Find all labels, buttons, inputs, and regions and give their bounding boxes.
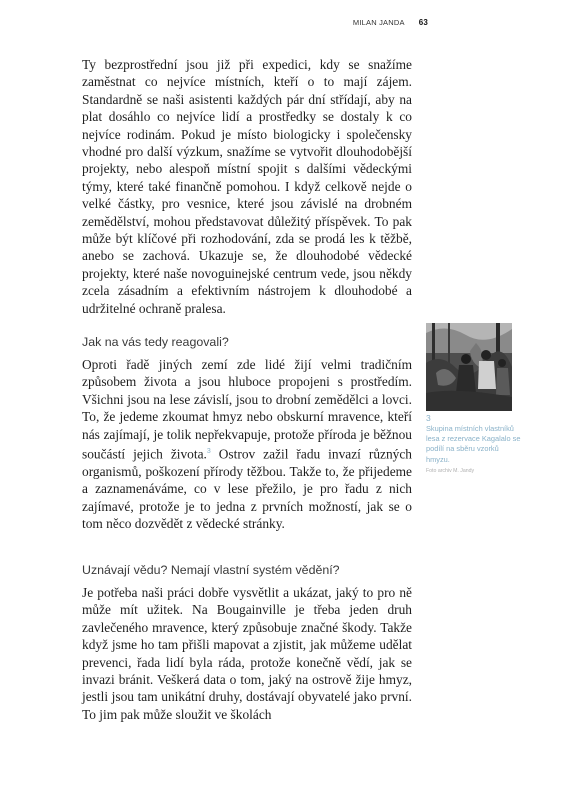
question-heading-science: Uznávají vědu? Nemají vlastní systém vědění?: [82, 563, 340, 577]
paragraph-reactions: [82, 356, 412, 533]
paragraph-intro: Ty bezprostřední jsou již při expedici, kdy se snažíme zaměstnat co nejvíce místních, kteří o to mají zájem. Standardně se naši asistenti každých pár dní střídají, aby na plat dosáhlo co nejvíce lidí a prostředky se dostaly k co nejvíce rodinám. Pokud je místo biologicky i společensky vhodné pro další výzkum, snažíme se vytvořit dlouhodobější projekty, nebo alespoň místní spojit s dalšími vědeckými týmy, které také finančně pomohou. I když celkově nejde o velké částky, pro vesnice, které jsou závislé na drobném zemědělství, mohou představovat důležitý příspěvek. To pak může být klíčové při rozhodování, zda se prodá les k těžbě, anebo se zachová. Ukazuje se, že dlouhodobé vědecké projekty, které naše novoguinejské centrum vede, jsou někdy zcela zásadním a efektivním nástrojem k dlouhodobé a udržitelné ochraně pralesa.: [82, 57, 412, 316]
figure-caption-text: Skupina místních vlastníků lesa z rezervace Kagalalo se podílí na sběru vzorků hmyzu.: [426, 424, 521, 464]
question-heading-reactions: Jak na vás tedy reagovali?: [82, 335, 229, 349]
photo-image: [426, 323, 512, 411]
figure-reference-mark: 3: [206, 448, 211, 456]
section-reactions: [82, 334, 412, 533]
paragraph-science: Je potřeba naši práci dobře vysvětlit a ukázat, jaký to pro ně může mít užitek. Na Bougainville je třeba jeden druh zavlečeného mravence, který způsobuje značné škody. Takže když jsme ho tam přišli mapovat a zjistit, jak můžeme udělat prevenci, řada lidí byla ráda, protože konečně vědí, jak se invazi bránit. Veškerá data o tom, jaký na ostrově žije hmyz, jestli jsou tam unikátní druhy, dostávají obyvatelé jako první. To jim pak může sloužit ve školách: [82, 585, 412, 722]
section-intro: [82, 56, 412, 317]
section-science: [82, 562, 412, 723]
photo-credit: Foto archiv M. Jandy: [426, 467, 475, 474]
paragraph-reactions-part2: Ostrov zažil řadu invazí různých organismů, poškození přírody těžbou. Takže to, že přijedeme a zaznamenáváme, co v lese přežilo, je pro řadu z nich zajímavé, protože je to jedna z prvních možností, jak se o tom něco dozvědět z vědecké stránky.: [82, 446, 412, 532]
photo-forest-landowners: [426, 323, 512, 411]
running-header-author: MILAN JANDA: [352, 18, 405, 27]
figure-caption: [426, 413, 522, 475]
paragraph-reactions-part1: Oproti řadě jiných zemí zde lidé žijí velmi tradičním způsobem života a jsou hluboce propojeni s prostředím. Všichni jsou na lese závislí, jsou to drobní zemědělci a lovci. To, že jedeme zkoumat hmyz nebo obskurní mravence, kteří nás zajímají, je tolik nepřekvapuje, protože příroda je běžnou součástí jejich života.: [82, 357, 412, 462]
running-header: [353, 18, 428, 27]
figure-number: 3: [426, 413, 431, 423]
page-number: 63: [418, 18, 428, 27]
